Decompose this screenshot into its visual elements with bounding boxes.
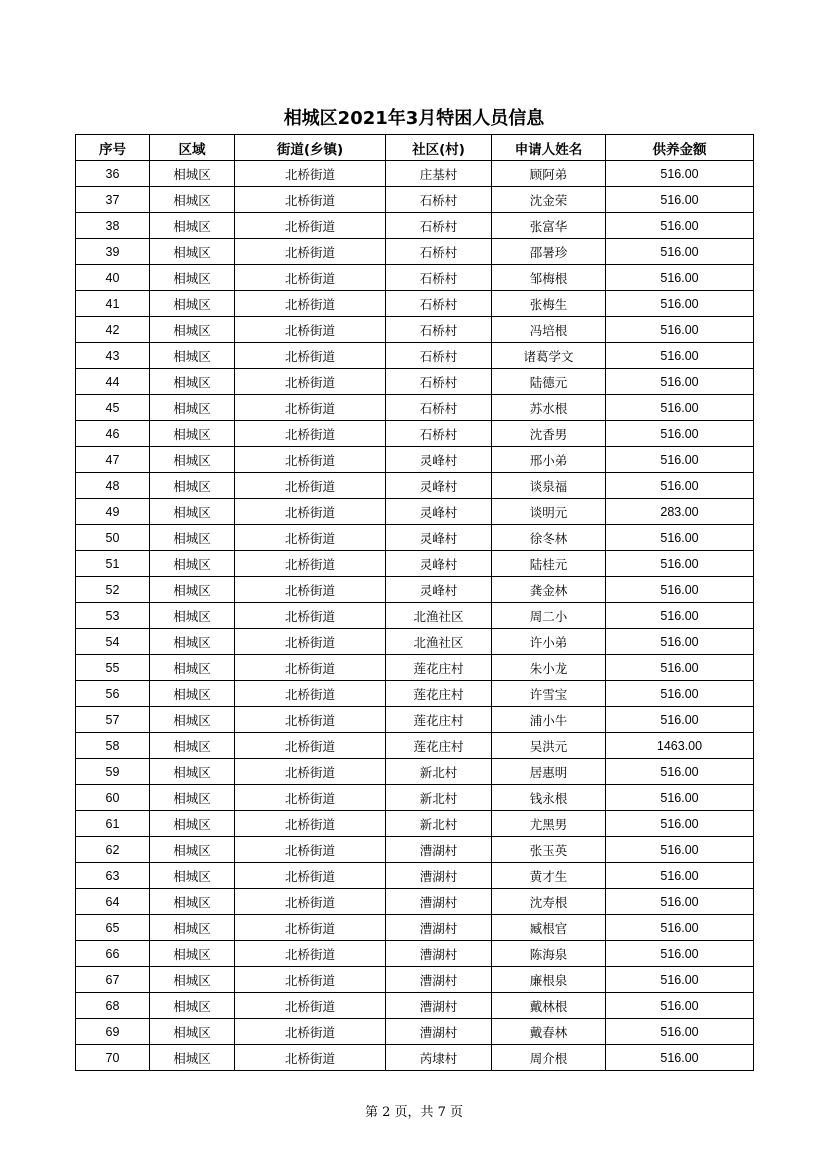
index-cell: 68: [76, 993, 150, 1019]
community-cell: 石桥村: [386, 343, 492, 369]
region-cell: 相城区: [150, 239, 235, 265]
street-cell: 北桥街道: [235, 577, 386, 603]
region-cell: 相城区: [150, 291, 235, 317]
amount-cell: 516.00: [606, 395, 754, 421]
community-cell: 庄基村: [386, 161, 492, 187]
amount-cell: 516.00: [606, 239, 754, 265]
community-cell: 石桥村: [386, 369, 492, 395]
applicant-cell: 邢小弟: [492, 447, 606, 473]
community-cell: 莲花庄村: [386, 707, 492, 733]
applicant-cell: 诸葛学文: [492, 343, 606, 369]
amount-cell: 516.00: [606, 213, 754, 239]
amount-cell: 516.00: [606, 1045, 754, 1071]
table-row: [76, 603, 754, 629]
community-cell: 漕湖村: [386, 967, 492, 993]
table-row: [76, 343, 754, 369]
applicant-cell: 沈香男: [492, 421, 606, 447]
applicant-cell: 臧根官: [492, 915, 606, 941]
table-row: [76, 551, 754, 577]
table-row: [76, 811, 754, 837]
table-row: [76, 967, 754, 993]
street-cell: 北桥街道: [235, 473, 386, 499]
amount-cell: 516.00: [606, 551, 754, 577]
amount-cell: 516.00: [606, 811, 754, 837]
amount-cell: 516.00: [606, 473, 754, 499]
street-cell: 北桥街道: [235, 655, 386, 681]
applicant-cell: 周介根: [492, 1045, 606, 1071]
region-cell: 相城区: [150, 967, 235, 993]
community-cell: 漕湖村: [386, 941, 492, 967]
amount-cell: 516.00: [606, 577, 754, 603]
region-cell: 相城区: [150, 629, 235, 655]
table-row: [76, 655, 754, 681]
table-row: [76, 681, 754, 707]
applicant-cell: 许小弟: [492, 629, 606, 655]
applicant-cell: 冯培根: [492, 317, 606, 343]
street-cell: 北桥街道: [235, 603, 386, 629]
amount-cell: 516.00: [606, 525, 754, 551]
applicant-cell: 陆桂元: [492, 551, 606, 577]
applicant-cell: 钱永根: [492, 785, 606, 811]
street-cell: 北桥街道: [235, 525, 386, 551]
index-cell: 65: [76, 915, 150, 941]
table-row: [76, 863, 754, 889]
index-cell: 49: [76, 499, 150, 525]
applicant-cell: 张玉英: [492, 837, 606, 863]
index-cell: 61: [76, 811, 150, 837]
region-cell: 相城区: [150, 707, 235, 733]
applicant-cell: 沈寿根: [492, 889, 606, 915]
index-cell: 41: [76, 291, 150, 317]
index-cell: 64: [76, 889, 150, 915]
region-cell: 相城区: [150, 395, 235, 421]
index-cell: 50: [76, 525, 150, 551]
region-cell: 相城区: [150, 317, 235, 343]
region-cell: 相城区: [150, 499, 235, 525]
amount-cell: 516.00: [606, 317, 754, 343]
amount-cell: 516.00: [606, 759, 754, 785]
index-cell: 67: [76, 967, 150, 993]
region-cell: 相城区: [150, 369, 235, 395]
street-cell: 北桥街道: [235, 785, 386, 811]
region-cell: 相城区: [150, 915, 235, 941]
community-cell: 北渔社区: [386, 629, 492, 655]
community-cell: 石桥村: [386, 395, 492, 421]
region-cell: 相城区: [150, 447, 235, 473]
table-row: [76, 265, 754, 291]
applicant-cell: 陆德元: [492, 369, 606, 395]
header-amount: 供养金额: [606, 135, 754, 161]
index-cell: 56: [76, 681, 150, 707]
table-row: [76, 707, 754, 733]
region-cell: 相城区: [150, 525, 235, 551]
amount-cell: 516.00: [606, 863, 754, 889]
region-cell: 相城区: [150, 837, 235, 863]
community-cell: 灵峰村: [386, 499, 492, 525]
region-cell: 相城区: [150, 577, 235, 603]
region-cell: 相城区: [150, 863, 235, 889]
applicant-cell: 徐冬林: [492, 525, 606, 551]
table-row: [76, 447, 754, 473]
index-cell: 70: [76, 1045, 150, 1071]
index-cell: 44: [76, 369, 150, 395]
header-region: 区域: [150, 135, 235, 161]
table-row: [76, 629, 754, 655]
table-row: [76, 161, 754, 187]
amount-cell: 516.00: [606, 941, 754, 967]
region-cell: 相城区: [150, 473, 235, 499]
index-cell: 53: [76, 603, 150, 629]
amount-cell: 516.00: [606, 369, 754, 395]
table-row: [76, 317, 754, 343]
amount-cell: 516.00: [606, 681, 754, 707]
street-cell: 北桥街道: [235, 811, 386, 837]
street-cell: 北桥街道: [235, 317, 386, 343]
community-cell: 灵峰村: [386, 473, 492, 499]
amount-cell: 283.00: [606, 499, 754, 525]
index-cell: 37: [76, 187, 150, 213]
amount-cell: 516.00: [606, 993, 754, 1019]
community-cell: 莲花庄村: [386, 655, 492, 681]
amount-cell: 516.00: [606, 655, 754, 681]
index-cell: 55: [76, 655, 150, 681]
street-cell: 北桥街道: [235, 707, 386, 733]
table-row: [76, 239, 754, 265]
applicant-cell: 周二小: [492, 603, 606, 629]
amount-cell: 516.00: [606, 447, 754, 473]
street-cell: 北桥街道: [235, 395, 386, 421]
amount-cell: 516.00: [606, 707, 754, 733]
community-cell: 漕湖村: [386, 915, 492, 941]
community-cell: 石桥村: [386, 239, 492, 265]
header-community: 社区(村): [386, 135, 492, 161]
street-cell: 北桥街道: [235, 863, 386, 889]
header-applicant: 申请人姓名: [492, 135, 606, 161]
community-cell: 莲花庄村: [386, 733, 492, 759]
community-cell: 灵峰村: [386, 525, 492, 551]
region-cell: 相城区: [150, 187, 235, 213]
region-cell: 相城区: [150, 421, 235, 447]
applicant-cell: 龚金林: [492, 577, 606, 603]
table-row: [76, 733, 754, 759]
region-cell: 相城区: [150, 161, 235, 187]
street-cell: 北桥街道: [235, 499, 386, 525]
table-row: [76, 1019, 754, 1045]
index-cell: 69: [76, 1019, 150, 1045]
street-cell: 北桥街道: [235, 421, 386, 447]
street-cell: 北桥街道: [235, 993, 386, 1019]
amount-cell: 516.00: [606, 343, 754, 369]
page-footer: 第 2 页，共 7 页: [364, 1105, 464, 1120]
applicant-cell: 邵暑珍: [492, 239, 606, 265]
applicant-cell: 顾阿弟: [492, 161, 606, 187]
applicant-cell: 谈泉福: [492, 473, 606, 499]
amount-cell: 516.00: [606, 187, 754, 213]
applicant-cell: 戴春林: [492, 1019, 606, 1045]
amount-cell: 516.00: [606, 629, 754, 655]
table-row: [76, 889, 754, 915]
community-cell: 新北村: [386, 785, 492, 811]
street-cell: 北桥街道: [235, 551, 386, 577]
table-row: [76, 525, 754, 551]
applicant-cell: 黄才生: [492, 863, 606, 889]
table-row: [76, 837, 754, 863]
header-row: [76, 135, 754, 161]
index-cell: 38: [76, 213, 150, 239]
community-cell: 石桥村: [386, 291, 492, 317]
region-cell: 相城区: [150, 681, 235, 707]
table-row: [76, 421, 754, 447]
index-cell: 42: [76, 317, 150, 343]
index-cell: 62: [76, 837, 150, 863]
applicant-cell: 尤黑男: [492, 811, 606, 837]
applicant-cell: 沈金荣: [492, 187, 606, 213]
index-cell: 52: [76, 577, 150, 603]
applicant-cell: 廉根泉: [492, 967, 606, 993]
table-row: [76, 785, 754, 811]
region-cell: 相城区: [150, 265, 235, 291]
table-row: [76, 499, 754, 525]
applicant-cell: 陈海泉: [492, 941, 606, 967]
community-cell: 石桥村: [386, 187, 492, 213]
community-cell: 漕湖村: [386, 993, 492, 1019]
region-cell: 相城区: [150, 759, 235, 785]
community-cell: 石桥村: [386, 421, 492, 447]
region-cell: 相城区: [150, 811, 235, 837]
applicant-cell: 朱小龙: [492, 655, 606, 681]
applicant-cell: 张富华: [492, 213, 606, 239]
amount-cell: 516.00: [606, 161, 754, 187]
community-cell: 漕湖村: [386, 889, 492, 915]
table-row: [76, 759, 754, 785]
region-cell: 相城区: [150, 1019, 235, 1045]
applicant-cell: 谈明元: [492, 499, 606, 525]
index-cell: 58: [76, 733, 150, 759]
street-cell: 北桥街道: [235, 915, 386, 941]
region-cell: 相城区: [150, 941, 235, 967]
community-cell: 石桥村: [386, 317, 492, 343]
table-row: [76, 473, 754, 499]
street-cell: 北桥街道: [235, 447, 386, 473]
amount-cell: 516.00: [606, 603, 754, 629]
community-cell: 石桥村: [386, 213, 492, 239]
index-cell: 48: [76, 473, 150, 499]
applicant-cell: 苏水根: [492, 395, 606, 421]
region-cell: 相城区: [150, 655, 235, 681]
table-row: [76, 187, 754, 213]
index-cell: 59: [76, 759, 150, 785]
community-cell: 漕湖村: [386, 837, 492, 863]
street-cell: 北桥街道: [235, 187, 386, 213]
community-cell: 新北村: [386, 759, 492, 785]
index-cell: 57: [76, 707, 150, 733]
index-cell: 36: [76, 161, 150, 187]
applicant-cell: 戴林根: [492, 993, 606, 1019]
table-row: [76, 1045, 754, 1071]
community-cell: 灵峰村: [386, 447, 492, 473]
street-cell: 北桥街道: [235, 291, 386, 317]
table-row: [76, 993, 754, 1019]
community-cell: 漕湖村: [386, 1019, 492, 1045]
header-index: 序号: [76, 135, 150, 161]
applicant-cell: 许雪宝: [492, 681, 606, 707]
community-cell: 石桥村: [386, 265, 492, 291]
index-cell: 63: [76, 863, 150, 889]
community-cell: 新北村: [386, 811, 492, 837]
community-cell: 芮埭村: [386, 1045, 492, 1071]
community-cell: 灵峰村: [386, 551, 492, 577]
index-cell: 43: [76, 343, 150, 369]
amount-cell: 516.00: [606, 421, 754, 447]
table-row: [76, 369, 754, 395]
street-cell: 北桥街道: [235, 265, 386, 291]
applicant-cell: 张梅生: [492, 291, 606, 317]
index-cell: 51: [76, 551, 150, 577]
index-cell: 66: [76, 941, 150, 967]
street-cell: 北桥街道: [235, 343, 386, 369]
amount-cell: 516.00: [606, 291, 754, 317]
street-cell: 北桥街道: [235, 161, 386, 187]
street-cell: 北桥街道: [235, 369, 386, 395]
index-cell: 54: [76, 629, 150, 655]
applicant-cell: 居惠明: [492, 759, 606, 785]
applicant-cell: 浦小牛: [492, 707, 606, 733]
index-cell: 39: [76, 239, 150, 265]
street-cell: 北桥街道: [235, 889, 386, 915]
street-cell: 北桥街道: [235, 967, 386, 993]
applicant-cell: 邹梅根: [492, 265, 606, 291]
region-cell: 相城区: [150, 1045, 235, 1071]
amount-cell: 516.00: [606, 837, 754, 863]
street-cell: 北桥街道: [235, 837, 386, 863]
table-row: [76, 577, 754, 603]
region-cell: 相城区: [150, 213, 235, 239]
street-cell: 北桥街道: [235, 1045, 386, 1071]
street-cell: 北桥街道: [235, 681, 386, 707]
region-cell: 相城区: [150, 889, 235, 915]
table-row: [76, 291, 754, 317]
community-cell: 北渔社区: [386, 603, 492, 629]
community-cell: 莲花庄村: [386, 681, 492, 707]
street-cell: 北桥街道: [235, 1019, 386, 1045]
community-cell: 漕湖村: [386, 863, 492, 889]
table-row: [76, 395, 754, 421]
amount-cell: 516.00: [606, 265, 754, 291]
street-cell: 北桥街道: [235, 213, 386, 239]
street-cell: 北桥街道: [235, 759, 386, 785]
index-cell: 47: [76, 447, 150, 473]
amount-cell: 516.00: [606, 915, 754, 941]
page-title: 相城区2021年3月特困人员信息: [283, 108, 545, 129]
index-cell: 45: [76, 395, 150, 421]
header-street: 街道(乡镇): [235, 135, 386, 161]
street-cell: 北桥街道: [235, 629, 386, 655]
region-cell: 相城区: [150, 603, 235, 629]
region-cell: 相城区: [150, 993, 235, 1019]
street-cell: 北桥街道: [235, 733, 386, 759]
amount-cell: 516.00: [606, 889, 754, 915]
street-cell: 北桥街道: [235, 941, 386, 967]
community-cell: 灵峰村: [386, 577, 492, 603]
index-cell: 60: [76, 785, 150, 811]
street-cell: 北桥街道: [235, 239, 386, 265]
region-cell: 相城区: [150, 733, 235, 759]
amount-cell: 516.00: [606, 785, 754, 811]
region-cell: 相城区: [150, 343, 235, 369]
amount-cell: 1463.00: [606, 733, 754, 759]
region-cell: 相城区: [150, 785, 235, 811]
table-row: [76, 915, 754, 941]
table-row: [76, 213, 754, 239]
applicant-cell: 吴洪元: [492, 733, 606, 759]
table-row: [76, 941, 754, 967]
amount-cell: 516.00: [606, 1019, 754, 1045]
region-cell: 相城区: [150, 551, 235, 577]
data-table: [75, 134, 754, 1071]
amount-cell: 516.00: [606, 967, 754, 993]
index-cell: 40: [76, 265, 150, 291]
index-cell: 46: [76, 421, 150, 447]
